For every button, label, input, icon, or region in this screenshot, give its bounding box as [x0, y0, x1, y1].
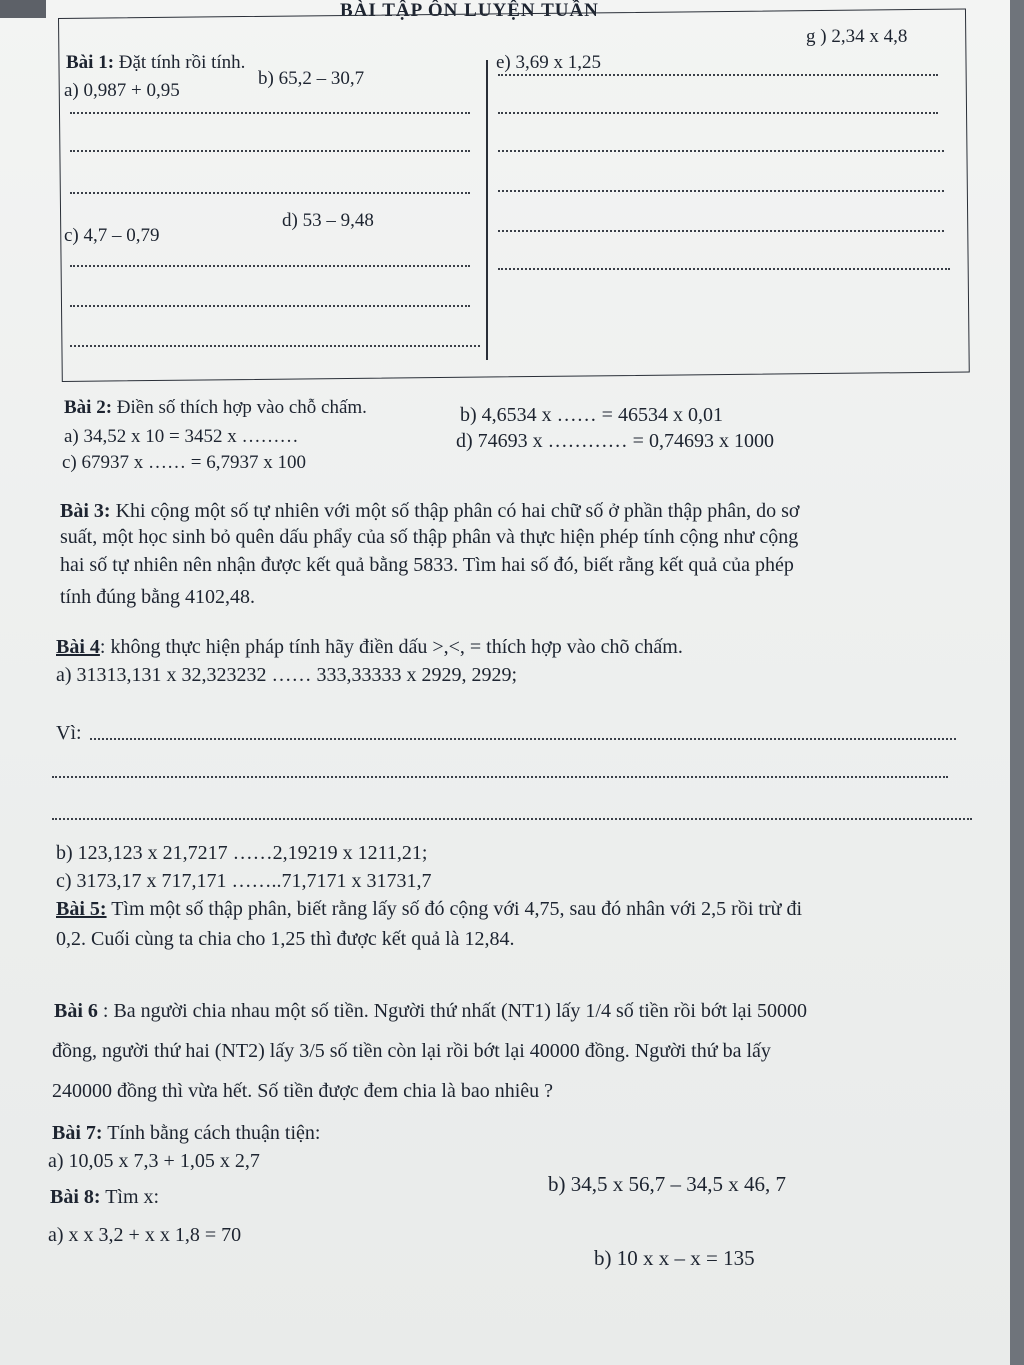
page-title: BÀI TẬP ÔN LUYỆN TUẦN	[340, 0, 599, 21]
bai4-heading: Bài 4: không thực hiện pháp tính hãy điền dấu >,<, = thích hợp vào chõ chấm.	[56, 636, 683, 658]
bai8-item-b: b) 10 x x – x = 135	[594, 1246, 755, 1270]
answer-line	[52, 776, 948, 778]
bai4-item-c: c) 3173,17 x 717,171 ……..71,7171 x 31731,7	[56, 870, 432, 892]
answer-line	[70, 112, 470, 114]
bai2-item-b: b) 4,6534 x …… = 46534 x 0,01	[460, 404, 723, 426]
bai5-line2: 0,2. Cuối cùng ta chia cho 1,25 thì được kết quả là 12,84.	[56, 928, 515, 950]
bai2-item-d: d) 74693 x ………… = 0,74693 x 1000	[456, 430, 774, 452]
bai3-line3: hai số tự nhiên nên nhận được kết quả bằng 5833. Tìm hai số đó, biết rằng kết quả của phép	[60, 554, 794, 576]
bai7-heading: Bài 7: Tính bằng cách thuận tiện:	[52, 1122, 321, 1144]
answer-line	[70, 150, 470, 152]
bai2-heading: Bài 2: Điền số thích hợp vào chỗ chấm.	[64, 397, 367, 418]
bai2-item-a: a) 34,52 x 10 = 3452 x ………	[64, 426, 299, 447]
answer-line	[52, 818, 972, 820]
bai8-heading: Bài 8: Tìm x:	[50, 1186, 160, 1208]
bai6-line1: Bài 6 : Ba người chia nhau một số tiền. Người thứ nhất (NT1) lấy 1/4 số tiền rồi bớt lại 50000	[54, 1000, 808, 1022]
answer-line	[70, 345, 480, 347]
bai1-item-g: g ) 2,34 x 4,8	[806, 26, 908, 47]
bai3-line4: tính đúng bằng 4102,48.	[60, 586, 255, 608]
answer-line	[498, 268, 950, 270]
answer-line	[498, 112, 938, 114]
bai6-line2: đồng, người thứ hai (NT2) lấy 3/5 số tiền còn lại rồi bớt lại 40000 đồng. Người thứ ba lấy	[52, 1040, 771, 1062]
bai2-item-c: c) 67937 x …… = 6,7937 x 100	[62, 452, 306, 473]
answer-line	[70, 192, 470, 194]
answer-line	[70, 265, 470, 267]
answer-line	[70, 305, 470, 307]
bai4-item-b: b) 123,123 x 21,7217 ……2,19219 x 1211,21;	[56, 842, 428, 864]
bai3-line2: suất, một học sinh bỏ quên dấu phẩy của số thập phân và thực hiện phép tính cộng như cộng	[60, 526, 799, 548]
page-edge-shadow	[1010, 0, 1024, 1365]
bai1-item-b: b) 65,2 – 30,7	[258, 68, 365, 89]
bai1-item-c: c) 4,7 – 0,79	[64, 225, 160, 246]
bai4-vi-label: Vì:	[56, 722, 82, 744]
bai7-item-b: b) 34,5 x 56,7 – 34,5 x 46, 7	[548, 1172, 786, 1196]
page-corner-shadow	[0, 0, 46, 18]
answer-line	[498, 74, 938, 76]
bai8-item-a: a) x x 3,2 + x x 1,8 = 70	[48, 1224, 242, 1246]
bai4-item-a: a) 31313,131 x 32,323232 …… 333,33333 x 2929, 2929;	[56, 664, 518, 686]
bai1-item-e: e) 3,69 x 1,25	[496, 52, 602, 73]
answer-line	[498, 190, 944, 192]
bai5-line1: Bài 5: Tìm một số thập phân, biết rằng lấy số đó cộng với 4,75, sau đó nhân với 2,5 rồi trừ đi	[56, 898, 802, 920]
bai3-line1: Bài 3: Khi cộng một số tự nhiên với một số thập phân có hai chữ số ở phần thập phân, do sơ	[60, 500, 800, 522]
bai1-item-d: d) 53 – 9,48	[282, 210, 374, 231]
answer-line	[498, 150, 944, 152]
bai6-line3: 240000 đồng thì vừa hết. Số tiền được đem chia là bao nhiêu ?	[52, 1080, 554, 1102]
answer-line	[498, 230, 944, 232]
answer-line	[90, 738, 956, 740]
bai1-heading: Bài 1: Đặt tính rồi tính.	[66, 52, 246, 73]
bai1-item-a: a) 0,987 + 0,95	[64, 80, 180, 101]
bai1-column-divider	[486, 60, 488, 360]
bai7-item-a: a) 10,05 x 7,3 + 1,05 x 2,7	[48, 1150, 260, 1172]
